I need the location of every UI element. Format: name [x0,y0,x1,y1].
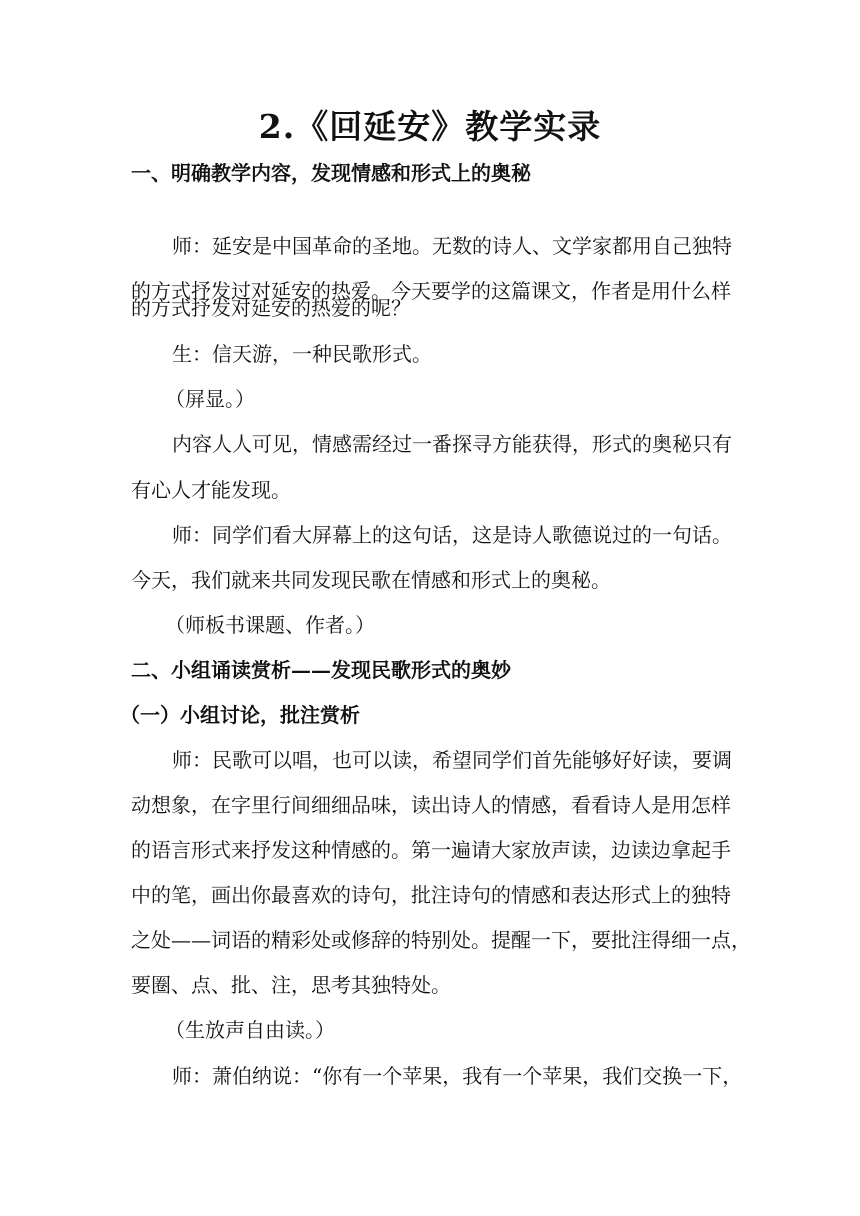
paragraph-line: 师：同学们看大屏幕上的这句话，这是诗人歌德说过的一句话。 [172,523,732,547]
document-title: 2.《回延安》教学实录 [258,107,602,146]
paragraph-line: 师：民歌可以唱，也可以读，希望同学们首先能够好好读，要调 [172,748,732,772]
paragraph-line: 师：延安是中国革命的圣地。无数的诗人、文学家都用自己独特 [172,234,732,258]
subsection-heading: （一）小组讨论，批注赏析 [120,703,360,727]
paragraph-line: 中的笔，画出你最喜欢的诗句，批注诗句的情感和表达形式上的独特 [131,883,731,907]
stage-direction: （屏显。） [165,387,255,411]
quote-line: 内容人人可见，情感需经过一番探寻方能获得，形式的奥秘只有 [172,432,732,456]
stage-direction: （生放声自由读。） [165,1018,335,1042]
paragraph-line: 师：萧伯纳说：“你有一个苹果，我有一个苹果，我们交换一下， [172,1064,743,1088]
paragraph-line: 的方式抒发过对延安的热爱。今天要学的这篇课文，作者是用什么样 [131,279,731,303]
paragraph-line-end: 要圈、点、批、注，思考其独特处。 [131,973,451,997]
section-heading-2: 二、小组诵读赏析——发现民歌形式的奥妙 [131,658,511,682]
paragraph-line: 的语言形式来抒发这种情感的。第一遍请大家放声读，边读边拿起手 [131,838,731,862]
paragraph-line-end: 的方式抒发对延安的热爱的呢？ [131,296,411,320]
paragraph-line: 动想象，在字里行间细细品味，读出诗人的情感，看看诗人是用怎样 [131,793,731,817]
paragraph-line: 生：信天游，一种民歌形式。 [172,342,432,366]
paragraph-line-end: 今天，我们就来共同发现民歌在情感和形式上的奥秘。 [131,568,611,592]
paragraph-line: 之处——词语的精彩处或修辞的特别处。提醒一下，要批注得细一点， [131,928,751,952]
stage-direction: （师板书课题、作者。） [165,613,375,637]
section-heading-1: 一、明确教学内容，发现情感和形式上的奥秘 [131,161,531,185]
quote-line-end: 有心人才能发现。 [131,478,291,502]
